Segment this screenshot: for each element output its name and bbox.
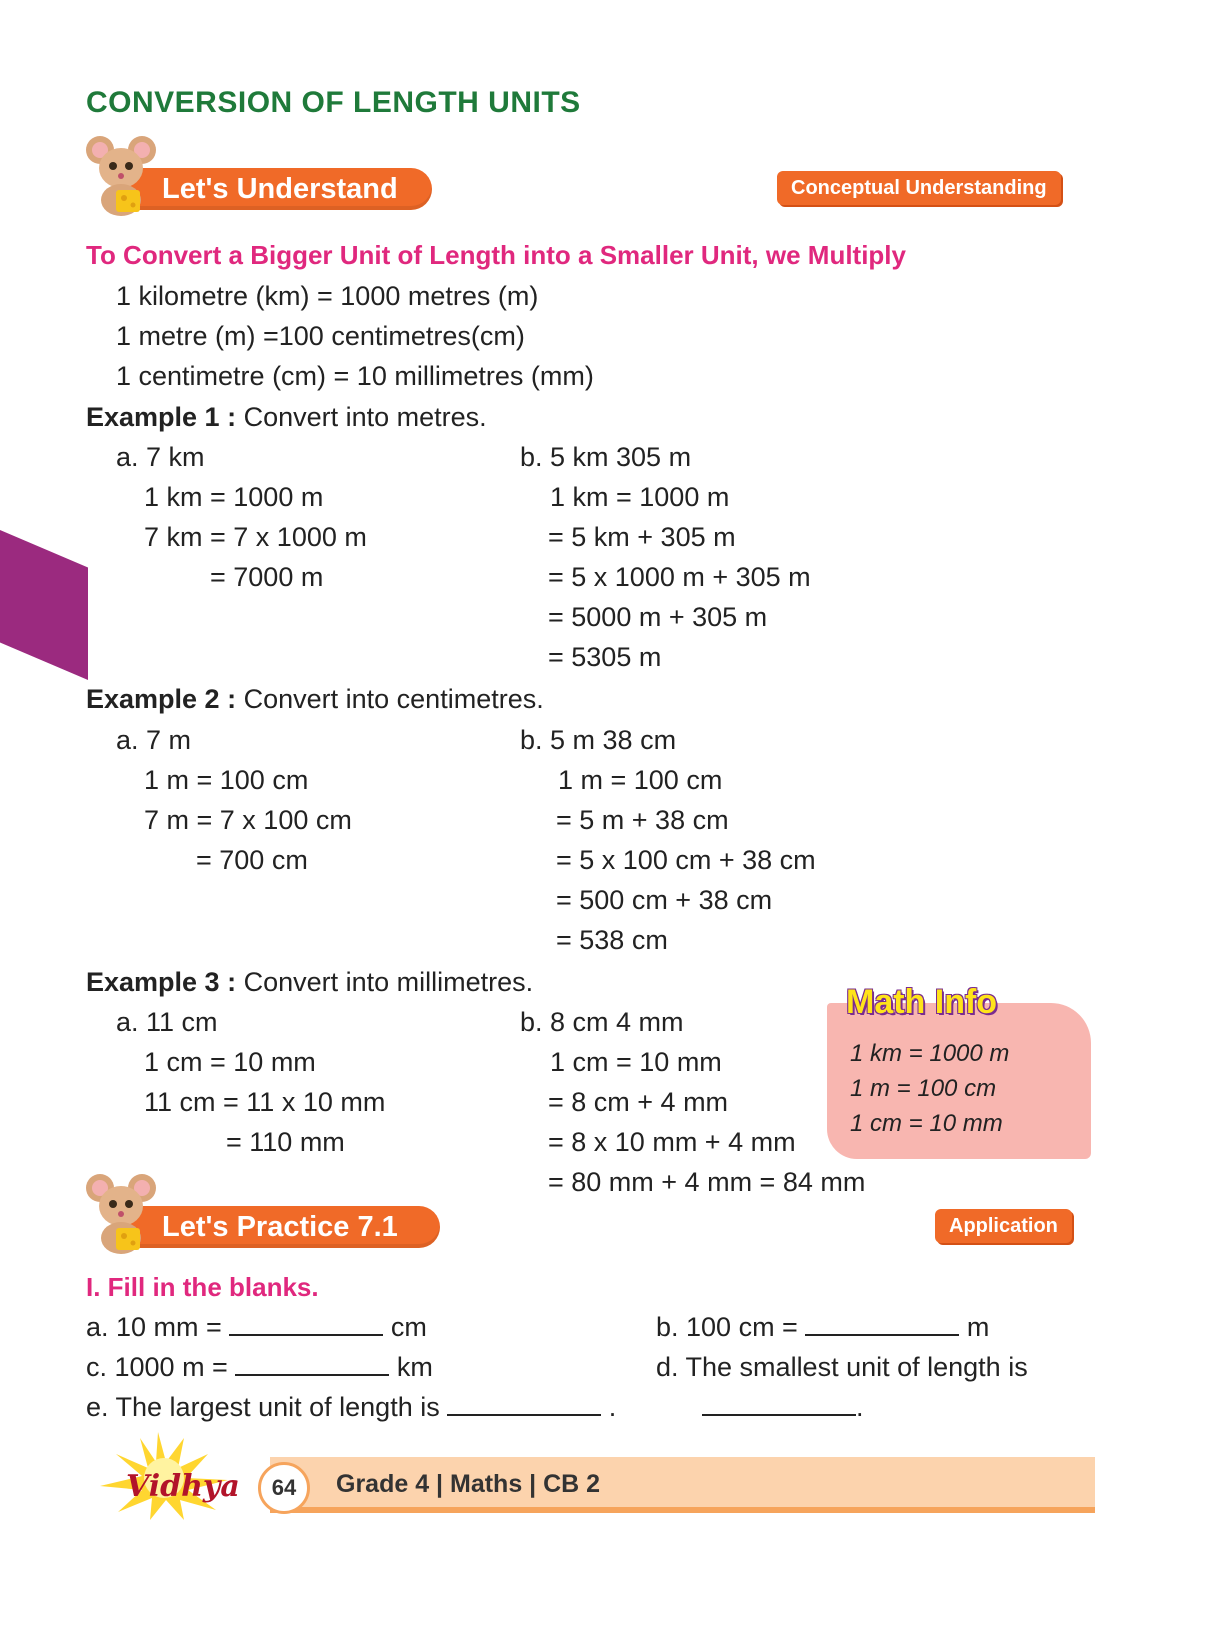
conceptual-understanding-label: Conceptual Understanding [791,177,1047,199]
example-line: = 8 x 10 mm + 4 mm [548,1127,796,1157]
example-line: = 538 cm [556,925,668,955]
answer-blank[interactable] [447,1392,601,1416]
application-tag [935,1209,1072,1243]
lets-understand-banner [128,168,432,210]
question-d-answer [702,1392,864,1423]
answer-blank[interactable] [702,1392,856,1416]
question-d-dot: . [856,1392,864,1422]
example-line: b. 8 cm 4 mm [520,1007,684,1037]
answer-blank[interactable] [235,1352,389,1376]
answer-blank[interactable] [805,1312,959,1336]
example-line: a. 7 km [116,442,205,472]
example-line: 7 m = 7 x 100 cm [144,805,352,835]
example-line: = 8 cm + 4 mm [548,1087,729,1117]
question-e [86,1392,616,1423]
math-info-line: 1 cm = 10 mm [850,1110,1003,1137]
vidhya-logo-icon [88,1428,248,1524]
example-line: 7 km = 7 x 1000 m [144,522,367,552]
example-line: b. 5 km 305 m [520,442,692,472]
example-line: = 7000 m [210,562,324,592]
page-number: 64 [258,1462,310,1514]
math-info-title: Math Info [846,983,998,1021]
conceptual-understanding-tag [777,171,1061,205]
question-c-text: c. 1000 m = [86,1352,228,1382]
example-line: = 5 x 100 cm + 38 cm [556,845,816,875]
example-3-label: Example 3 : [86,967,237,997]
example-line: a. 11 cm [116,1007,218,1037]
logo-text: Vidhya [126,1469,240,1504]
example-line: 11 cm = 11 x 10 mm [144,1087,386,1117]
side-tab-decoration [0,530,88,680]
example-3-text: Convert into millimetres. [243,967,534,997]
lets-practice-banner [128,1206,440,1248]
example-line: b. 5 m 38 cm [520,725,677,755]
example-line: = 5000 m + 305 m [548,602,768,632]
rule-line: 1 kilometre (km) = 1000 metres (m) [116,281,539,311]
example-line: 1 km = 1000 m [144,482,324,512]
page-title: CONVERSION OF LENGTH UNITS [86,86,581,119]
question-e-dot: . [608,1392,617,1422]
example-line: = 500 cm + 38 cm [556,885,773,915]
question-b-text: b. 100 cm = [656,1312,798,1342]
question-a [86,1312,427,1343]
answer-blank[interactable] [229,1312,383,1336]
mouse-mascot-icon [84,1168,164,1256]
question-d: d. The smallest unit of length is [656,1352,1028,1382]
rule-heading: To Convert a Bigger Unit of Length into a Smaller Unit, we Multiply [86,240,906,270]
example-2-text: Convert into centimetres. [243,684,544,714]
lets-understand-label: Let's Understand [162,173,398,205]
example-line: 1 cm = 10 mm [144,1047,316,1077]
example-line: 1 cm = 10 mm [550,1047,722,1077]
lets-practice-label: Let's Practice 7.1 [162,1211,398,1243]
rule-line: 1 centimetre (cm) = 10 millimetres (mm) [116,361,594,391]
example-2-heading [86,684,544,715]
example-line: = 80 mm + 4 mm = 84 mm [548,1167,866,1197]
example-1-label: Example 1 : [86,402,237,432]
question-c [86,1352,433,1383]
example-2-label: Example 2 : [86,684,237,714]
example-3-heading [86,967,533,998]
example-1-text: Convert into metres. [243,402,487,432]
math-info-line: 1 km = 1000 m [850,1040,1010,1067]
example-line: = 5 m + 38 cm [556,805,729,835]
mouse-mascot-icon [84,130,164,218]
rule-line: 1 metre (m) =100 centimetres(cm) [116,321,525,351]
example-line: a. 7 m [116,725,192,755]
example-1-heading [86,402,487,433]
example-line: 1 m = 100 cm [144,765,309,795]
fill-blanks-heading: I. Fill in the blanks. [86,1272,319,1302]
application-label: Application [949,1215,1058,1237]
question-a-text: a. 10 mm = [86,1312,222,1342]
question-b [656,1312,989,1343]
example-line: = 700 cm [196,845,308,875]
question-c-unit: km [396,1352,433,1382]
example-line: = 5305 m [548,642,662,672]
question-b-unit: m [966,1312,990,1342]
footer-text: Grade 4 | Maths | CB 2 [336,1470,601,1498]
question-a-unit: cm [390,1312,427,1342]
example-line: 1 km = 1000 m [550,482,730,512]
example-line: = 5 km + 305 m [548,522,736,552]
question-e-text: e. The largest unit of length is [86,1392,440,1422]
math-info-line: 1 m = 100 cm [850,1075,997,1102]
example-line: 1 m = 100 cm [558,765,723,795]
example-line: = 5 x 1000 m + 305 m [548,562,811,592]
example-line: = 110 mm [226,1127,345,1157]
